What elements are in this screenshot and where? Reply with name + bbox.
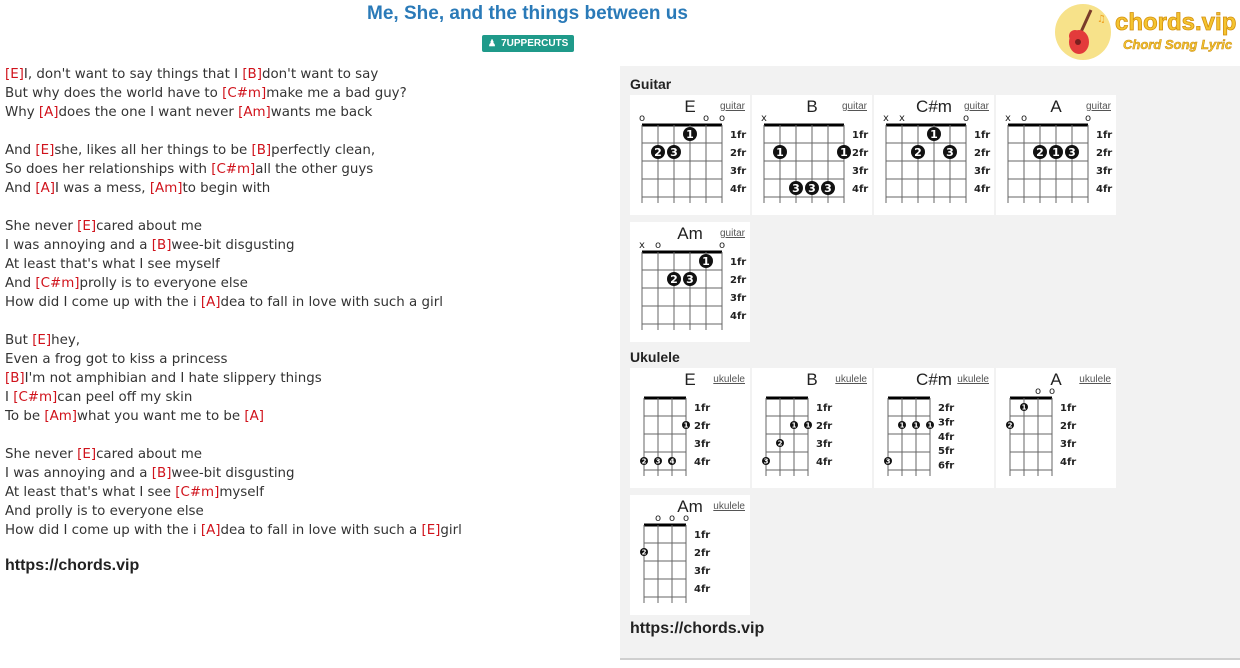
fret-label: 4fr <box>974 184 991 195</box>
fretboard-grid <box>874 95 994 215</box>
lyric-text: girl <box>440 523 462 538</box>
lyric-text: How did I come up with the i <box>5 295 201 310</box>
chord-link[interactable]: [A] <box>200 295 221 310</box>
chord-link[interactable]: [Am] <box>238 105 271 120</box>
fret-label: 4fr <box>694 584 711 595</box>
instrument-link[interactable]: guitar <box>719 101 745 112</box>
finger-number: 1 <box>1021 403 1027 412</box>
finger-number: 1 <box>930 128 938 141</box>
lyric-text: can peel off my skin <box>57 390 193 405</box>
lyric-line <box>5 141 605 160</box>
artist-name: 7UPPERCUTS <box>501 38 569 49</box>
fret-label: 1fr <box>974 130 991 141</box>
open-string-marker: o <box>638 113 646 124</box>
lyric-line <box>5 274 605 293</box>
fretboard-grid <box>630 368 750 488</box>
lyric-text: And <box>5 181 36 196</box>
lyric-line <box>5 160 605 179</box>
lyric-text: And <box>5 143 36 158</box>
lyric-text: dea to fall in love with such a girl <box>220 295 443 310</box>
fret-label: 1fr <box>852 130 869 141</box>
finger-number: 1 <box>1052 146 1060 159</box>
finger-number: 3 <box>824 182 832 195</box>
chord-diagram-csharpm[interactable] <box>874 368 994 488</box>
fret-label: 4fr <box>938 431 955 443</box>
fret-label: 3fr <box>730 293 747 304</box>
lyric-line <box>5 445 605 464</box>
lyric-text: dea to fall in love with such a <box>220 523 422 538</box>
chord-link[interactable]: [E] <box>32 333 52 348</box>
finger-number: 2 <box>670 273 678 286</box>
lyric-text: And prolly is to everyone else <box>5 504 204 519</box>
chord-diagram-e[interactable] <box>630 95 750 215</box>
logo-brand: chords.vip <box>1115 9 1237 36</box>
finger-number: 2 <box>641 457 647 466</box>
lyric-text: I was annoying and a <box>5 466 152 481</box>
chord-link[interactable]: [C#m] <box>13 390 58 405</box>
lyric-text: I was a mess, <box>55 181 150 196</box>
open-string-marker: o <box>654 240 662 251</box>
open-string-marker: o <box>1034 386 1042 397</box>
lyric-text: does the one I want never <box>58 105 239 120</box>
finger-number: 3 <box>946 146 954 159</box>
lyric-line <box>5 255 605 274</box>
finger-number: 3 <box>686 273 694 286</box>
fretboard-grid <box>630 222 750 342</box>
lyric-line <box>5 198 605 217</box>
lyrics-block <box>5 65 605 540</box>
muted-string-marker: x <box>761 113 767 124</box>
lyric-line <box>5 426 605 445</box>
chord-name: A <box>1050 97 1062 116</box>
lyric-text: all the other guys <box>255 162 374 177</box>
lyric-text: I'm not amphibian and I hate slippery things <box>24 371 322 386</box>
fret-label: 1fr <box>1060 403 1077 414</box>
chord-link[interactable]: [B] <box>251 143 272 158</box>
lyric-text: To be <box>5 409 45 424</box>
chord-link[interactable]: [A] <box>200 523 221 538</box>
lyric-line <box>5 84 605 103</box>
fret-label: 2fr <box>938 403 955 414</box>
lyric-text: cared about me <box>96 447 203 462</box>
lyric-text: So does her relationships with <box>5 162 212 177</box>
fret-label: 2fr <box>1060 421 1077 432</box>
fret-label: 4fr <box>730 184 747 195</box>
chord-link[interactable]: [C#m] <box>211 162 256 177</box>
lyric-line <box>5 293 605 312</box>
lyric-text: cared about me <box>96 219 203 234</box>
chord-diagram-a[interactable] <box>996 95 1116 215</box>
chord-name: C#m <box>916 97 952 116</box>
fret-label: 4fr <box>694 457 711 468</box>
finger-number: 1 <box>791 421 797 430</box>
lyric-line <box>5 122 605 141</box>
lyric-line <box>5 179 605 198</box>
chord-link[interactable]: [B] <box>242 67 262 82</box>
lyric-line <box>5 521 605 540</box>
chord-link[interactable]: [C#m] <box>222 86 267 101</box>
chord-link[interactable]: [Am] <box>44 409 78 424</box>
guitar-logo-icon <box>1053 2 1238 64</box>
chord-name: B <box>806 370 818 389</box>
chord-link[interactable]: [E] <box>35 143 55 158</box>
finger-number: 1 <box>686 128 694 141</box>
finger-number: 1 <box>683 421 689 430</box>
instrument-link[interactable]: ukulele <box>957 374 989 385</box>
lyric-line <box>5 502 605 521</box>
chord-link[interactable]: [Am] <box>149 181 183 196</box>
lyric-line <box>5 464 605 483</box>
muted-string-marker: x <box>899 113 905 124</box>
chord-diagram-csharpm[interactable] <box>874 95 994 215</box>
finger-number: 3 <box>670 146 678 159</box>
finger-number: 2 <box>1036 146 1044 159</box>
fret-label: 2fr <box>1096 148 1113 159</box>
chord-link[interactable]: [B] <box>5 371 25 386</box>
fretboard-grid <box>996 368 1116 488</box>
chord-link[interactable]: [C#m] <box>175 485 220 500</box>
instrument-link[interactable]: guitar <box>841 101 867 112</box>
fret-label: 4fr <box>852 184 869 195</box>
finger-number: 3 <box>792 182 800 195</box>
muted-string-marker: x <box>883 113 889 124</box>
lyric-text: How did I come up with the i <box>5 523 201 538</box>
chord-diagram-am[interactable] <box>630 495 750 615</box>
chord-link[interactable]: [C#m] <box>35 276 80 291</box>
lyric-text: She never <box>5 447 78 462</box>
fret-label: 4fr <box>730 311 747 322</box>
lyric-text: she, likes all her things to be <box>54 143 252 158</box>
lyric-text: perfectly clean, <box>271 143 376 158</box>
instrument-link[interactable]: guitar <box>1085 101 1111 112</box>
muted-string-marker: x <box>1005 113 1011 124</box>
lyric-text: what you want me to be <box>77 409 245 424</box>
finger-number: 3 <box>655 457 661 466</box>
lyric-text: myself <box>219 485 264 500</box>
fret-label: 2fr <box>974 148 991 159</box>
finger-number: 3 <box>763 457 769 466</box>
lyric-text: wee-bit disgusting <box>171 466 295 481</box>
fret-label: 1fr <box>730 257 747 268</box>
finger-number: 1 <box>913 421 919 430</box>
open-string-marker: o <box>682 513 690 524</box>
lyric-text: hey, <box>51 333 81 348</box>
chord-link[interactable]: [A] <box>38 105 59 120</box>
fret-label: 2fr <box>694 548 711 559</box>
instrument-link[interactable]: ukulele <box>1079 374 1111 385</box>
ukulele-section-label: Ukulele <box>630 349 680 365</box>
finger-number: 1 <box>805 421 811 430</box>
fret-label: 2fr <box>730 275 747 286</box>
fret-label: 1fr <box>730 130 747 141</box>
fret-label: 3fr <box>694 566 711 577</box>
fret-label: 2fr <box>694 421 711 432</box>
lyric-text: prolly is to everyone else <box>79 276 248 291</box>
chord-diagram-e[interactable] <box>630 368 750 488</box>
chord-name: Am <box>677 224 703 243</box>
instrument-link[interactable]: guitar <box>963 101 989 112</box>
muted-string-marker: x <box>639 240 645 251</box>
fretboard-grid <box>874 368 994 488</box>
finger-number: 1 <box>927 421 933 430</box>
artist-badge[interactable] <box>482 35 574 52</box>
fret-label: 3fr <box>730 166 747 177</box>
lyric-line <box>5 236 605 255</box>
chord-diagram-panel <box>620 66 1240 660</box>
open-string-marker: o <box>1084 113 1092 124</box>
chord-link[interactable]: [A] <box>35 181 56 196</box>
finger-number: 2 <box>654 146 662 159</box>
fret-label: 2fr <box>730 148 747 159</box>
finger-number: 1 <box>776 146 784 159</box>
fret-label: 2fr <box>816 421 833 432</box>
chord-name: E <box>684 370 696 389</box>
fret-label: 5fr <box>938 446 955 458</box>
lyric-line <box>5 217 605 236</box>
finger-number: 4 <box>669 457 675 466</box>
lyric-text: And <box>5 276 36 291</box>
open-string-marker: o <box>702 113 710 124</box>
lyric-line <box>5 407 605 426</box>
open-string-marker: o <box>718 240 726 251</box>
lyric-text: wee-bit disgusting <box>171 238 295 253</box>
site-logo[interactable] <box>1053 2 1238 64</box>
chord-link[interactable]: [A] <box>244 409 265 424</box>
chord-link[interactable]: [B] <box>151 238 172 253</box>
lyric-text: At least that's what I see <box>5 485 176 500</box>
finger-number: 3 <box>885 457 891 466</box>
lyric-line <box>5 65 605 84</box>
finger-number: 2 <box>1007 421 1013 430</box>
chord-link[interactable]: [E] <box>421 523 441 538</box>
lyric-text: At least that's what I see myself <box>5 257 220 272</box>
lyric-line <box>5 350 605 369</box>
lyric-text: Why <box>5 105 39 120</box>
lyric-text: She never <box>5 219 78 234</box>
fret-label: 4fr <box>816 457 833 468</box>
finger-number: 2 <box>777 439 783 448</box>
fret-label: 1fr <box>816 403 833 414</box>
lyric-text: wants me back <box>270 105 373 120</box>
finger-number: 3 <box>808 182 816 195</box>
lyric-text: But why does the world have to <box>5 86 223 101</box>
chord-name: B <box>806 97 818 116</box>
person-icon: ♟ <box>488 38 497 48</box>
open-string-marker: o <box>962 113 970 124</box>
song-title: Me, She, and the things between us <box>367 3 688 24</box>
lyric-line <box>5 312 605 331</box>
chord-name: A <box>1050 370 1062 389</box>
finger-number: 2 <box>641 548 647 557</box>
chord-link[interactable]: [E] <box>77 447 97 462</box>
site-url-footer[interactable]: https://chords.vip <box>630 620 765 637</box>
instrument-link[interactable]: guitar <box>719 228 745 239</box>
open-string-marker: o <box>654 513 662 524</box>
instrument-link[interactable]: ukulele <box>713 501 745 512</box>
chord-name: Am <box>677 497 703 516</box>
lyric-line <box>5 388 605 407</box>
fret-label: 3fr <box>1096 166 1113 177</box>
lyric-text: But <box>5 333 33 348</box>
fretboard-grid <box>630 95 750 215</box>
lyric-text: to begin with <box>182 181 271 196</box>
fret-label: 3fr <box>1060 439 1077 450</box>
lyric-line <box>5 103 605 122</box>
fret-label: 3fr <box>938 417 955 429</box>
open-string-marker: o <box>1020 113 1028 124</box>
lyric-line <box>5 483 605 502</box>
lyric-text: don't want to say <box>261 67 379 82</box>
fret-label: 4fr <box>1096 184 1113 195</box>
finger-number: 1 <box>702 255 710 268</box>
lyric-text: I <box>5 390 14 405</box>
fretboard-grid <box>630 495 750 615</box>
fret-label: 4fr <box>1060 457 1077 468</box>
fretboard-grid <box>752 368 872 488</box>
chord-link[interactable]: [B] <box>151 466 172 481</box>
open-string-marker: o <box>718 113 726 124</box>
chord-link[interactable]: [E] <box>5 67 24 82</box>
open-string-marker: o <box>1048 386 1056 397</box>
finger-number: 2 <box>914 146 922 159</box>
chord-diagram-b[interactable] <box>752 95 872 215</box>
finger-number: 1 <box>840 146 848 159</box>
chord-diagram-am[interactable] <box>630 222 750 342</box>
chord-name: E <box>684 97 696 116</box>
instrument-link[interactable]: ukulele <box>835 374 867 385</box>
fret-label: 2fr <box>852 148 869 159</box>
lyric-text: make me a bad guy? <box>266 86 407 101</box>
fret-label: 6fr <box>938 460 955 472</box>
fret-label: 1fr <box>694 530 711 541</box>
guitar-section-label: Guitar <box>630 76 672 92</box>
fret-label: 3fr <box>852 166 869 177</box>
svg-text:♫: ♫ <box>1097 14 1106 25</box>
site-url[interactable]: https://chords.vip <box>5 557 140 574</box>
fret-label: 1fr <box>1096 130 1113 141</box>
finger-number: 3 <box>1068 146 1076 159</box>
fret-label: 3fr <box>816 439 833 450</box>
fret-label: 3fr <box>974 166 991 177</box>
fretboard-grid <box>996 95 1116 215</box>
chord-diagram-a[interactable] <box>996 368 1116 488</box>
chord-diagram-b[interactable] <box>752 368 872 488</box>
fretboard-grid <box>752 95 872 215</box>
lyric-text: Even a frog got to kiss a princess <box>5 352 228 367</box>
lyric-text: I was annoying and a <box>5 238 152 253</box>
chord-name: C#m <box>916 370 952 389</box>
fret-label: 3fr <box>694 439 711 450</box>
fret-label: 1fr <box>694 403 711 414</box>
instrument-link[interactable]: ukulele <box>713 374 745 385</box>
logo-tagline: Chord Song Lyric <box>1123 37 1233 52</box>
lyric-line <box>5 369 605 388</box>
open-string-marker: o <box>668 513 676 524</box>
finger-number: 1 <box>899 421 905 430</box>
chord-link[interactable]: [E] <box>77 219 97 234</box>
lyric-line <box>5 331 605 350</box>
lyric-text: I, don't want to say things that I <box>23 67 243 82</box>
